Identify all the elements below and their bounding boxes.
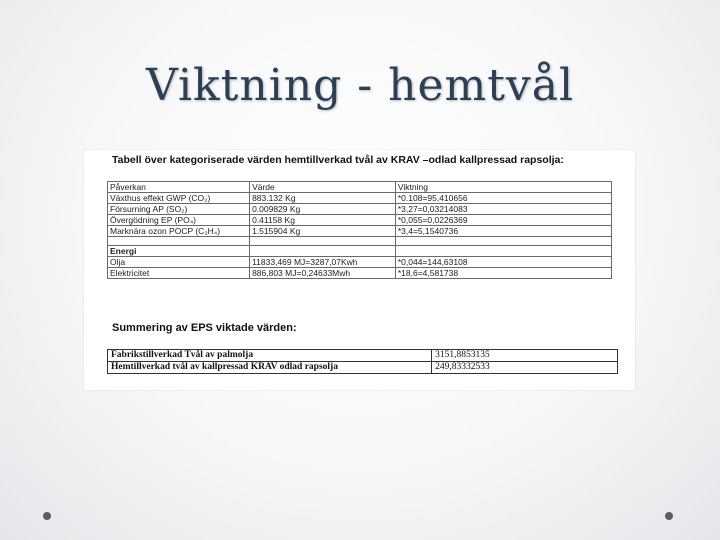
table-cell: 1.515904 Kg: [250, 226, 396, 237]
table-row: [108, 362, 618, 374]
table-cell: Övergödning EP (PO₄): [108, 215, 250, 226]
table-cell: 883.132 Kg: [250, 193, 396, 204]
table-row: [108, 268, 612, 279]
table-row: [108, 246, 612, 257]
table-cell: Olja: [108, 257, 250, 268]
table-cell: Marknära ozon POCP (C₂H₄): [108, 226, 250, 237]
table-cell: 0.41158 Kg: [250, 215, 396, 226]
column-header: Värde: [250, 182, 396, 193]
slide-title: Viktning - hemtvål: [145, 60, 575, 111]
table-row: [108, 204, 612, 215]
table-row: [108, 215, 612, 226]
table-cell: *0,044=144,63108: [395, 257, 611, 268]
table-cell: 886,803 MJ=0,24633Mwh: [250, 268, 396, 279]
table-row: [108, 193, 612, 204]
spacer-row: [108, 237, 612, 246]
table1-heading: Tabell över kategoriserade värden hemtillverkad tvål av KRAV –odlad kallpressad rapsolja:: [112, 154, 564, 166]
empty-cell: [395, 246, 611, 257]
table-cell: 11833,469 MJ=3287,07Kwh: [250, 257, 396, 268]
table-cell: Växthus effekt GWP (CO₂): [108, 193, 250, 204]
table-cell: Elektricitet: [108, 268, 250, 279]
bullet-dot-icon: [665, 512, 673, 520]
table-row: [108, 350, 618, 362]
bullet-dot-icon: [43, 512, 51, 520]
table-cell: *3,27=0,03214083: [395, 204, 611, 215]
empty-cell: [250, 237, 396, 246]
energy-label: Energi: [108, 246, 250, 257]
empty-cell: [250, 246, 396, 257]
table-cell: *0,055=0,0226369: [395, 215, 611, 226]
table-cell: Försurning AP (SO₂): [108, 204, 250, 215]
table-cell: *0.108=95,410656: [395, 193, 611, 204]
empty-cell: [395, 237, 611, 246]
table-cell: Fabrikstillverkad Tvål av palmolja: [108, 350, 432, 362]
table-cell: *18,6=4,581738: [395, 268, 611, 279]
column-header: Påverkan: [108, 182, 250, 193]
table-cell: Hemtillverkad tvål av kallpressad KRAV odlad rapsolja: [108, 362, 432, 374]
table-row: [108, 226, 612, 237]
category-values-table: [107, 181, 612, 279]
table-cell: 249,83332533: [432, 362, 618, 374]
column-header: Viktning: [395, 182, 611, 193]
table-row: [108, 257, 612, 268]
table-cell: *3,4=5,1540736: [395, 226, 611, 237]
table-image-panel: [84, 150, 635, 390]
eps-summary-table: [107, 349, 618, 374]
table-cell: 3151,8853135: [432, 350, 618, 362]
table-header-row: [108, 182, 612, 193]
table-cell: 0.009829 Kg: [250, 204, 396, 215]
table2-heading: Summering av EPS viktade värden:: [112, 322, 297, 334]
empty-cell: [108, 237, 250, 246]
